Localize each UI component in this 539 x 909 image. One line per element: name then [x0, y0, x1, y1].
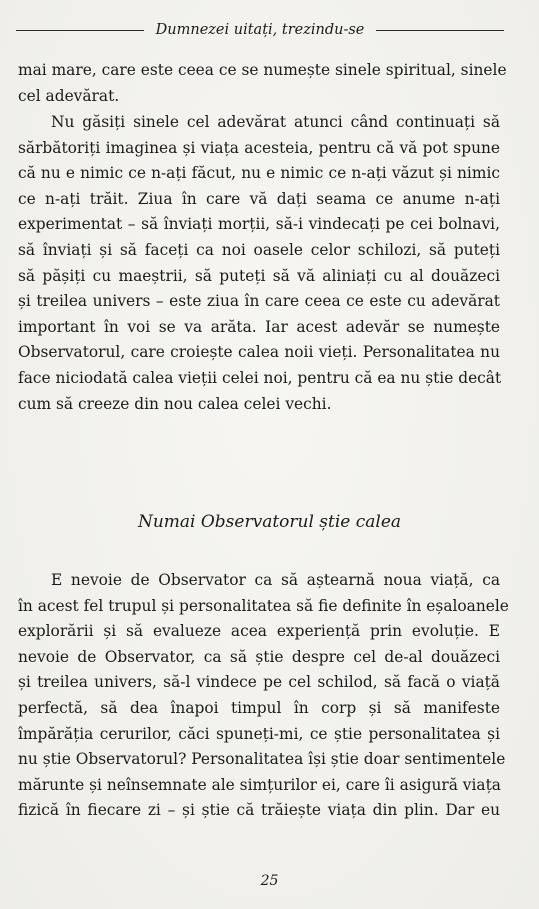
text-line: sărbătoriți imaginea și viața acesteia, pentru că vă pot spune [18, 138, 500, 157]
running-header [16, 18, 504, 42]
text-line: să pășiți cu maeștrii, să puteți să vă aliniați cu al douăzeci [18, 266, 500, 285]
text-line: și treilea univers – este ziua în care ceea ce este cu adevărat [18, 292, 500, 311]
text-line: E nevoie de Observator ca să aștearnă noua viață, ca [51, 571, 500, 589]
text-line: face niciodată calea vieții celei noi, pentru că ea nu știe decât [18, 368, 502, 387]
text-line: cel adevărat. [18, 86, 120, 105]
paragraph [18, 110, 500, 417]
text-line: să înviați și să faceți ca noi oasele celor schilozi, să puteți [18, 240, 500, 259]
paragraph [18, 568, 509, 824]
text-line: nu știe Observatorul? Personalitatea își știe doar sentimentele [18, 750, 506, 769]
section-heading: Numai Observatorul știe calea [137, 512, 402, 532]
text-line: că nu e nimic ce n-ați făcut, nu e nimic ce n-ați văzut și nimic [18, 164, 500, 183]
text-line: și treilea univers, să-l vindece pe cel schilod, să facă o viață [18, 673, 500, 692]
text-line: mărunte și neînsemnate ale simțurilor ei, care îi asigură viața [18, 775, 501, 794]
running-header-title: Dumnezei uitați, trezindu-se [155, 22, 365, 38]
text-line: perfectă, să dea înapoi timpul în corp și să manifeste [18, 698, 500, 717]
text-line: fizică în fiecare zi – și știe că trăiește viața din plin. Dar eu [18, 801, 500, 820]
page-number: 25 [260, 873, 279, 889]
paragraph-continued [18, 58, 507, 109]
text-line: explorării și să evalueze acea experiență prin evoluție. E [18, 622, 500, 641]
text-line: mai mare, care este ceea ce se numește sinele spiritual, sinele [18, 61, 507, 79]
header-rule-left [16, 30, 144, 31]
text-line: nevoie de Observator, ca să știe despre cel de-al douăzeci [18, 647, 500, 666]
header-rule-right [376, 30, 504, 31]
text-line: în acest fel trupul și personalitatea să fie definite în eșaloanele [18, 596, 509, 615]
text-line: ce n-ați trăit. Ziua în care vă dați seama ce anume n-ați [18, 189, 500, 208]
text-line: Nu găsiți sinele cel adevărat atunci când continuați să [51, 113, 500, 131]
text-line: important în voi se va arăta. Iar acest adevăr se numește [18, 317, 500, 336]
text-line: experimentat – să înviați morții, să-i vindecați pe cei bolnavi, [18, 215, 500, 234]
text-line: Observatorul, care croiește calea noii vieți. Personalitatea nu [18, 343, 500, 362]
text-line: cum să creeze din nou calea celei vechi. [18, 394, 332, 413]
text-line: împărăția cerurilor, căci spuneți-mi, ce știe personalitatea și [18, 724, 500, 743]
